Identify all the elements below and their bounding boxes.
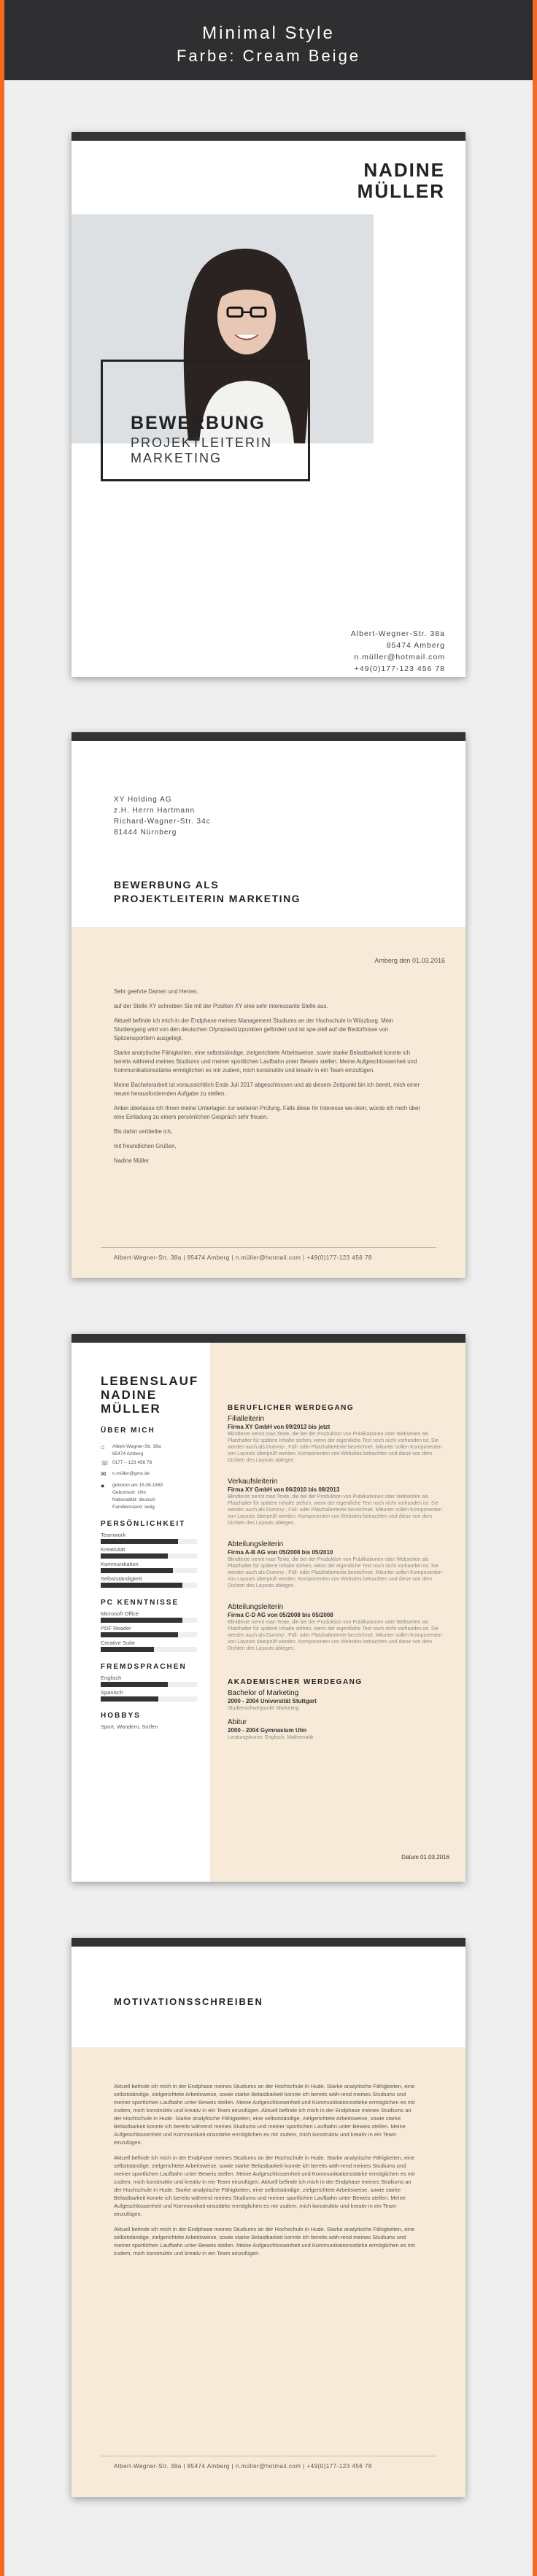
education-heading: AKADEMISCHER WERDEGANG xyxy=(228,1678,363,1686)
letter-body xyxy=(114,988,420,1171)
about-heading: ÜBER MICH xyxy=(101,1427,155,1435)
mail-icon: ✉ xyxy=(101,1470,107,1478)
degree-title: Bachelor of Marketing xyxy=(228,1689,299,1697)
contact-city: 85474 Amberg xyxy=(386,641,445,650)
hobbies-text: Sport, Wandern, Surfen xyxy=(101,1723,158,1730)
bar-fill xyxy=(101,1568,173,1573)
contact-street: Albert-Wegner-Str. 38a xyxy=(350,629,445,638)
cv-title xyxy=(101,1374,198,1416)
contact-email xyxy=(101,1470,210,1478)
degree-title: Abitur xyxy=(228,1718,247,1726)
banner-header xyxy=(4,0,533,80)
bar-fill xyxy=(101,1632,178,1637)
job-title: Abteilungsleiterin xyxy=(228,1540,284,1548)
person-icon: ● xyxy=(101,1482,105,1489)
banner-title: Minimal Style xyxy=(202,23,335,43)
letter-page xyxy=(72,732,465,1278)
pc-label: Microsoft Office xyxy=(101,1610,139,1617)
work-heading: BERUFLICHER WERDEGANG xyxy=(228,1404,355,1412)
letter-signature: Nadine Müller xyxy=(114,1157,150,1164)
letter-paragraph: auf der Stelle XY schreiben Sie mit der Position XY eine sehr interessante Stelle aus. xyxy=(114,1003,328,1009)
job-company: Firma C-D AG von 05/2008 bis 05/2008 xyxy=(228,1612,333,1618)
job-title: Abteilungsleiterin xyxy=(228,1603,284,1611)
motivation-title: MOTIVATIONSSCHREIBEN xyxy=(114,1996,263,2007)
cv-phone: 0177 – 123 456 78 xyxy=(112,1460,152,1465)
language-label: Englisch xyxy=(101,1675,122,1681)
top-bar xyxy=(72,1334,465,1343)
recipient-address xyxy=(114,794,211,838)
cv-title-line2: NADINE xyxy=(101,1388,158,1402)
skills-heading: PERSÖNLICHKEIT xyxy=(101,1520,186,1528)
cover-title-box xyxy=(101,360,310,481)
motivation-footer: Albert-Wegner-Str. 38a | 85474 Amberg | n.müller@hotmail.com | +49(0)177-123 456 78 xyxy=(114,2463,372,2470)
letter-paragraph: Anbei überlasse ich Ihnen meine Unterlagen zur weiteren Prüfung. Falls diese Ihr Interesse we-cken, würde ich mich über eine Einladung zu einem persönlichen Gespräch sehr freuen. xyxy=(114,1105,420,1120)
skill-bar xyxy=(101,1553,197,1559)
job-description: Blindtexte nennt man Texte, die bei der Produktion von Publikationen oder Webseiten als Platzhalter für spätere Inhalte stehen, wenn der eigentliche Text noch nicht vorhanden ist. Sie werden auch als Dummy-, Füll- oder Platzhaltertexte bezeichnet. Mitunter sollen Komponenten von Layouts überprüft werden. Komponenten von Websites betrachten und diese von dem Dichten des Layouts ablegen. xyxy=(228,1432,442,1463)
skill-label: Kommunikation xyxy=(101,1561,139,1567)
job-description: Blindtexte nennt man Texte, die bei der Produktion von Publikationen oder Webseiten als Platzhalter für spätere Inhalte stehen, wenn der eigentliche Text noch nicht vorhanden ist. Sie werden auch als Dummy-, Füll- oder Platzhaltertexte bezeichnet. Mitunter sollen Komponenten von Layouts überprüft werden. Komponenten von Websites betrachten und diese von dem Dichten des Layouts ablegen. xyxy=(228,1494,442,1526)
letter-title-line2: PROJEKTLEITERIN MARKETING xyxy=(114,893,301,904)
top-bar xyxy=(72,1938,465,1947)
motivation-page xyxy=(72,1938,465,2497)
cv-city: 85474 Amberg xyxy=(112,1451,144,1456)
bar-fill xyxy=(101,1682,168,1687)
cv-title-line1: LEBENSLAUF xyxy=(101,1374,199,1388)
letter-paragraph: Meine Bachelorarbeit ist voraussichtlich Ende Juli 2017 abgeschlossen und ab diesem Zeitpunkt bin ich bereit, mich einer neuen herausfordernden Aufgabe zu stellen. xyxy=(114,1082,420,1097)
cv-nationality: Nationalität: deutsch xyxy=(112,1497,155,1502)
contact-phone: +49(0)177-123 456 78 xyxy=(354,664,445,673)
cover-title-main: BEWERBUNG xyxy=(131,413,266,433)
degree-description: Studienschwerpunkt: Marketing xyxy=(228,1706,299,1711)
letter-paragraph: Sehr geehrte Damen und Herren, xyxy=(114,988,198,995)
personal-info xyxy=(101,1482,210,1511)
last-name: MÜLLER xyxy=(357,179,445,202)
job-title: Verkaufsleiterin xyxy=(228,1478,278,1486)
cover-title-sub2: MARKETING xyxy=(131,451,223,465)
banner-subtitle: Farbe: Cream Beige xyxy=(176,47,361,65)
cv-page xyxy=(72,1334,465,1882)
address-line: XY Holding AG xyxy=(114,796,172,804)
motivation-paragraph: Aktuell befinde ich mich in der Endphase meines Studiums an der Hochschule in Hude. Starke analytische Fähigkeiten, eine selbstständige, zielgerichtete Arbeitsweise, sowie starke Belastbarkeit konnte ich bereits wäh-rend meines Studiums und meiner sportlichen Laufbahn unter Beweis stellen. Meine Aufgeschlossenheit und Kommunikationsstärke ermöglichen es mir zudem, mich konstruktiv und kreativ in ein Team einzufügen. xyxy=(114,2226,416,2257)
address-line: Richard-Wagner-Str. 34c xyxy=(114,818,211,826)
job-description: Blindtexte nennt man Texte, die bei der Produktion von Publikationen oder Webseiten als Platzhalter für spätere Inhalte stehen, wenn der eigentliche Text noch nicht vorhanden ist. Sie werden auch als Dummy-, Füll- oder Platzhaltertexte bezeichnet. Mitunter sollen Komponenten von Layouts überprüft werden. Komponenten von Websites betrachten und diese von dem Dichten des Layouts ablegen. xyxy=(228,1620,442,1651)
skill-bar xyxy=(101,1539,197,1544)
bar-fill xyxy=(101,1539,178,1544)
cover-title-sub1: PROJEKTLEITERIN xyxy=(131,435,273,450)
skill-bar xyxy=(101,1583,197,1588)
job-title: Filialleiterin xyxy=(228,1415,265,1423)
job-company: Firma XY GmbH von 09/2013 bis jetzt xyxy=(228,1424,331,1430)
address-line: 81444 Nürnberg xyxy=(114,829,177,837)
cv-email: n.müller@gmx.de xyxy=(112,1471,150,1476)
letter-title-line1: BEWERBUNG ALS xyxy=(114,879,220,891)
pc-bar xyxy=(101,1632,197,1637)
first-name: NADINE xyxy=(363,159,445,181)
cv-birthplace: Geburtsort: Ulm xyxy=(112,1490,146,1495)
home-icon: ⌂ xyxy=(101,1443,105,1451)
cv-birthdate: geboren am 15.06.1989 xyxy=(112,1483,163,1488)
pc-bar xyxy=(101,1647,197,1652)
contact-address xyxy=(101,1443,210,1458)
motivation-paragraph: Aktuell befinde ich mich in der Endphase meines Studiums an der Hochschule in Hude. Starke analytische Fähigkeiten, eine selbstständige, zielgerichtete Arbeitsweise, sowie starke Belastbarkeit konnte ich bereits wäh-rend meines Studiums und meiner sportlichen Laufbahn unter Beweis stellen. Meine Aufgeschlossenheit und Kommunikationsstärke ermöglichen es mir zudem, mich konstruktiv und kreativ in ein Team einzufügen. Aktuell befinde ich mich in der Endphase meines Studiums an der Hochschule in Hude. Starke analytische Fähigkeiten, eine selbstständige, zielgerichtete Arbeitsweise, sowie starke Belastbarkeit konnte ich bereits während meines Studiums und meiner sportlichen Laufbahn unter Beweis stellen. Meine Aufgeschlossenheit und Kommunikati-onsstärke ermöglichen es mir zudem, mich konstruktiv und kreativ in ein Team einzufügen. xyxy=(114,2083,416,2146)
cover-name xyxy=(358,160,445,201)
skill-label: Selbstständigkeit xyxy=(101,1575,142,1582)
job-company: Firma A-B AG von 05/2008 bis 05/2010 xyxy=(228,1549,333,1556)
skill-label: Teamwork xyxy=(101,1532,126,1538)
pc-heading: PC KENNTNISSE xyxy=(101,1599,179,1607)
hobbies-heading: HOBBYS xyxy=(101,1712,141,1720)
letter-paragraph: Bis dahin verbleibe ich, xyxy=(114,1128,173,1135)
cv-title-line3: MÜLLER xyxy=(101,1402,161,1416)
top-bar xyxy=(72,732,465,741)
degree-description: Leistungskurse: Englisch, Mathematik xyxy=(228,1735,314,1740)
degree-institution: 2000 - 2004 Universität Stuttgart xyxy=(228,1698,317,1704)
degree-institution: 2000 - 2004 Gymnasium Ulm xyxy=(228,1727,307,1734)
language-bar xyxy=(101,1696,197,1702)
cv-date: Datum 01.03.2016 xyxy=(401,1854,449,1861)
letter-date: Amberg den 01.03.2016 xyxy=(374,957,445,964)
language-label: Spanisch xyxy=(101,1689,123,1696)
pc-label: Creative Suite xyxy=(101,1640,136,1646)
address-line: z.H. Herrn Hartmann xyxy=(114,807,196,815)
letter-footer: Albert-Wegner-Str. 38a | 85474 Amberg | n.müller@hotmail.com | +49(0)177-123 456 78 xyxy=(114,1254,372,1261)
letter-paragraph: mit freundlichen Grüßen, xyxy=(114,1143,177,1149)
bar-fill xyxy=(101,1583,182,1588)
top-bar xyxy=(72,132,465,141)
language-bar xyxy=(101,1682,197,1687)
cv-marital: Familienstand: ledig xyxy=(112,1505,155,1510)
bar-fill xyxy=(101,1618,182,1623)
motivation-paragraph: Aktuell befinde ich mich in der Endphase meines Studiums an der Hochschule in Hude. Starke analytische Fähigkeiten, eine selbstständige, zielgerichtete Arbeitsweise, sowie starke Belastbarkeit konnte ich bereits wäh-rend meines Studiums und meiner sportlichen Laufbahn unter Beweis stellen. Meine Aufgeschlossenheit und Kommunikationsstärke ermöglichen es mir zudem, mich konstruktiv und kreativ in ein Team einzufügen. Aktuell befinde ich mich in der Endphase meines Studiums an der Hochschule in Hude. Starke analytische Fähigkeiten, eine selbstständige, zielgerichtete Arbeitsweise, sowie starke Belastbarkeit konnte ich bereits während meines Studiums und meiner sportlichen Laufbahn unter Beweis stellen. Meine Aufgeschlossenheit und Kommunikati-onsstärke ermöglichen es mir zudem, mich konstruktiv und kreativ in ein Team einzufügen. xyxy=(114,2154,416,2217)
languages-heading: FREMDSPRACHEN xyxy=(101,1663,187,1671)
bar-fill xyxy=(101,1553,168,1559)
pc-bar xyxy=(101,1618,197,1623)
bar-fill xyxy=(101,1696,158,1702)
phone-icon: ☏ xyxy=(101,1459,109,1467)
letter-title xyxy=(114,878,301,906)
cover-page xyxy=(72,132,465,677)
skill-label: Kreativität xyxy=(101,1546,125,1553)
job-description: Blindtexte nennt man Texte, die bei der Produktion von Publikationen oder Webseiten als Platzhalter für spätere Inhalte stehen, wenn der eigentliche Text noch nicht vorhanden ist. Sie werden auch als Dummy-, Füll- oder Platzhaltertexte bezeichnet. Mitunter sollen Komponenten von Layouts überprüft werden. Komponenten von Websites betrachten und diese von dem Dichten des Layouts ablegen. xyxy=(228,1557,442,1588)
skill-bar xyxy=(101,1568,197,1573)
job-company: Firma XY GmbH von 06/2010 bis 08/2013 xyxy=(228,1486,340,1493)
pc-label: PDF Reader xyxy=(101,1625,131,1632)
letter-paragraph: Starke analytische Fähigkeiten, eine selbstständige, zielgerichtete Arbeitsweise, sowie starke Belastbarkeit konnte ich bereits während meines Studiums und meiner sportlichen Laufbahn unter Beweis stellen. Meine Aufgeschlossenheit und Kommunikationsstärke ermöglichen es mir zudem, mich konstruktiv und kreativ in ein Team einzufügen. xyxy=(114,1050,417,1074)
cover-contact xyxy=(351,628,445,675)
contact-email: n.müller@hotmail.com xyxy=(354,653,445,662)
letter-paragraph: Aktuell befinde ich mich in der Endphase meines Management Studiums an der Hochschule in Würzburg. Mein Studiengang wird von den deutschen Olympiastützpunkten gefördert und ist spe-ziell auf die Bedürfnisse von Spitzensportlern ausgelegt. xyxy=(114,1017,394,1041)
contact-phone xyxy=(101,1459,210,1467)
bar-fill xyxy=(101,1647,154,1652)
footer-divider xyxy=(101,1247,436,1248)
cv-street: Albert-Wegner-Str. 38a xyxy=(112,1444,161,1449)
motivation-body xyxy=(114,2082,420,2265)
